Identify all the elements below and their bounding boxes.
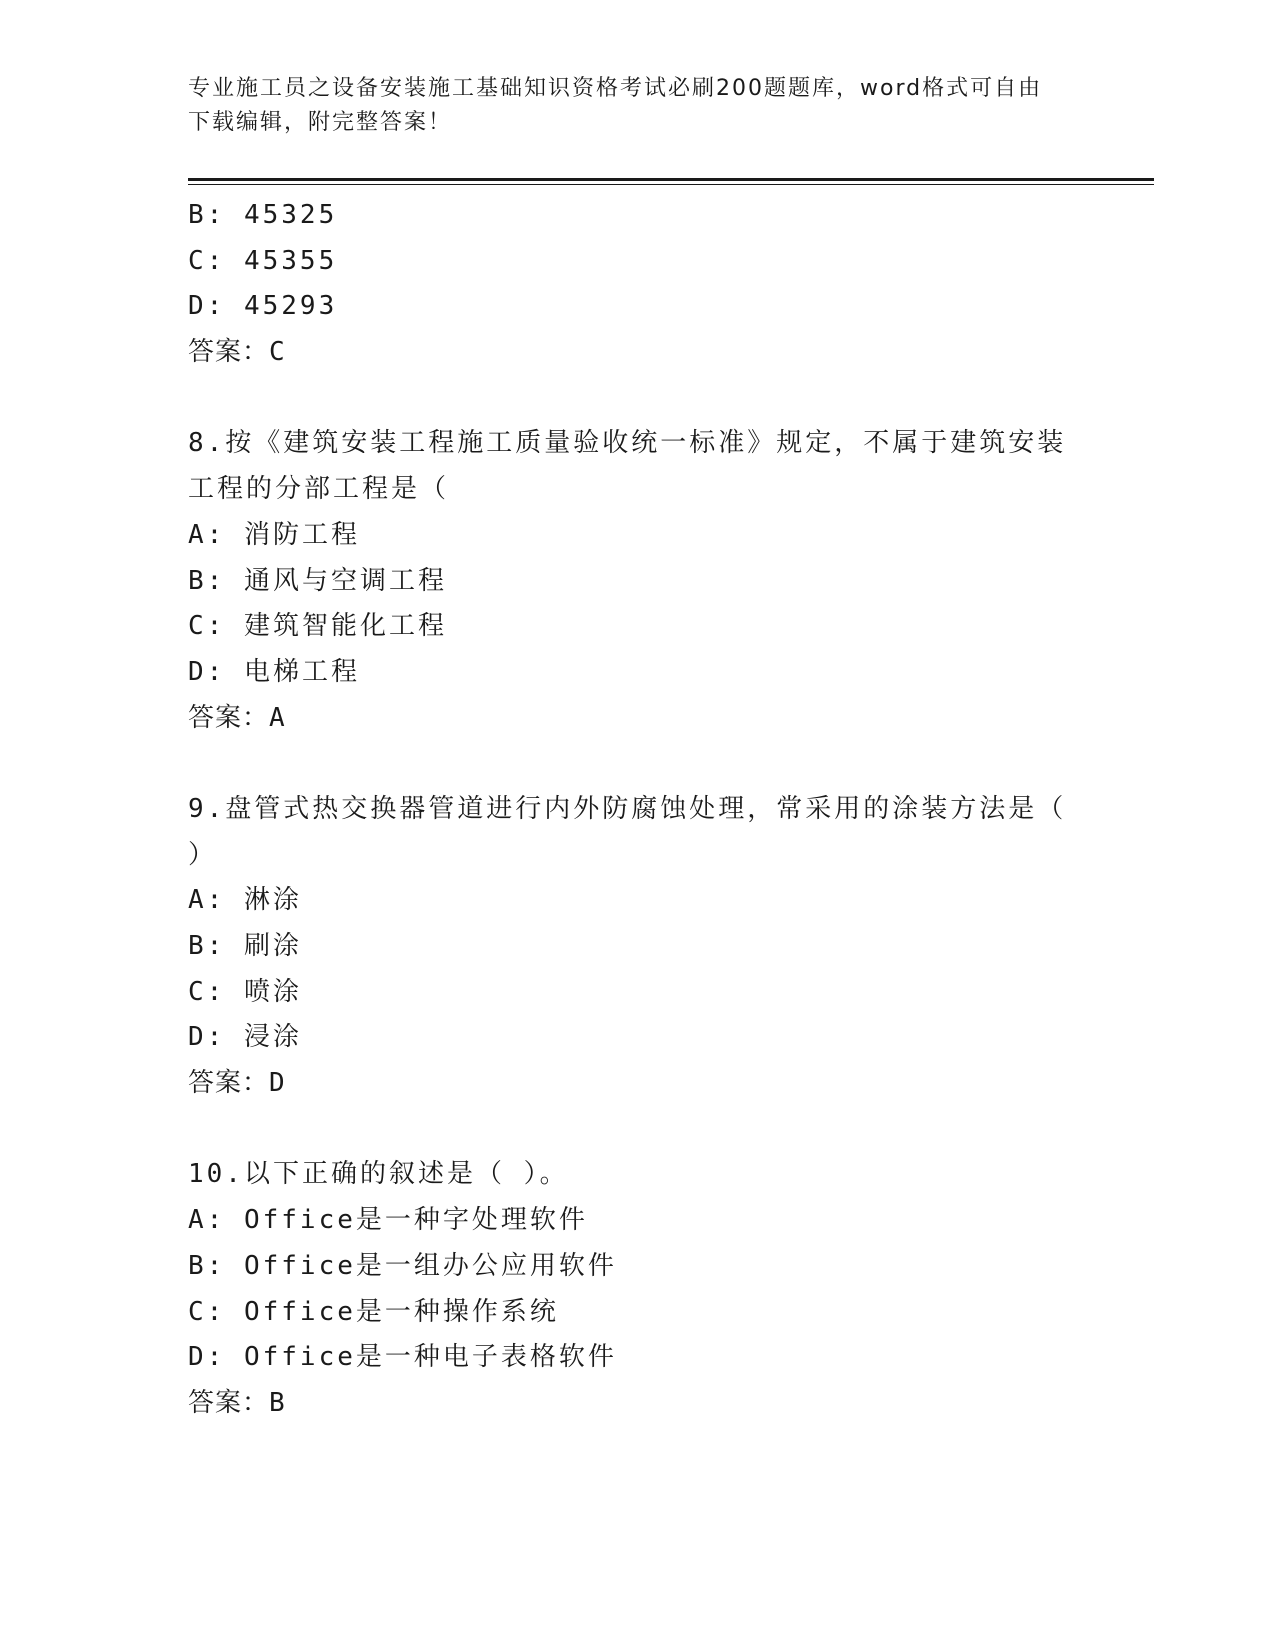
option-a: A: 淋涂 <box>188 885 302 916</box>
option-a: A: 消防工程 <box>188 519 360 550</box>
answer-label: 答案： <box>188 1387 270 1418</box>
option-c: C: 建筑智能化工程 <box>188 611 447 642</box>
answer-line <box>188 1381 1088 1427</box>
question-9 <box>188 787 1088 1107</box>
option-c: C: 喷涂 <box>188 976 302 1007</box>
spacer <box>188 376 1088 422</box>
spacer <box>188 1107 1088 1153</box>
header-divider-thick <box>188 178 1154 181</box>
question-stem-line-1: 9.盘管式热交换器管道进行内外防腐蚀处理，常采用的涂装方法是（ <box>188 793 1067 824</box>
option-c: C: Office是一种操作系统 <box>188 1296 559 1327</box>
option-d: D: Office是一种电子表格软件 <box>188 1342 617 1373</box>
header-title-line-2: 下载编辑，附完整答案！ <box>188 110 453 135</box>
answer-value: D <box>269 1068 286 1099</box>
question-8 <box>188 421 1088 741</box>
answer-line <box>188 696 1088 742</box>
option-d: D: 45293 <box>188 291 338 322</box>
question-7-tail <box>188 193 1088 376</box>
answer-label: 答案： <box>188 337 270 368</box>
answer-line <box>188 330 1088 376</box>
option-c: C: 45355 <box>188 245 338 276</box>
header-title-line-1: 专业施工员之设备安装施工基础知识资格考试必刷200题题库，word格式可自由 <box>188 76 1043 101</box>
option-b: B: 刷涂 <box>188 931 302 961</box>
option-d: D: 浸涂 <box>188 1022 302 1053</box>
question-stem-line-2: 工程的分部工程是（ <box>188 474 450 505</box>
option-b: B: Office是一组办公应用软件 <box>188 1250 617 1281</box>
answer-label: 答案： <box>188 1068 270 1099</box>
answer-value: B <box>269 1387 286 1418</box>
spacer <box>188 741 1088 787</box>
answer-line <box>188 1061 1088 1107</box>
answer-label: 答案： <box>188 702 270 733</box>
header-divider-thin <box>188 184 1154 185</box>
question-list <box>188 193 1088 1427</box>
document-header <box>188 72 1068 140</box>
option-d: D: 电梯工程 <box>188 656 360 687</box>
question-stem-line-2: ） <box>188 839 218 870</box>
option-b: B: 45325 <box>188 200 338 230</box>
question-10 <box>188 1152 1088 1426</box>
answer-value: A <box>269 702 286 733</box>
question-stem-line-1: 10.以下正确的叙述是（ ）。 <box>188 1159 569 1190</box>
answer-value: C <box>269 337 286 368</box>
option-b: B: 通风与空调工程 <box>188 565 447 596</box>
question-stem-line-1: 8.按《建筑安装工程施工质量验收统一标准》规定，不属于建筑安装 <box>188 428 1067 459</box>
option-a: A: Office是一种字处理软件 <box>188 1205 588 1236</box>
